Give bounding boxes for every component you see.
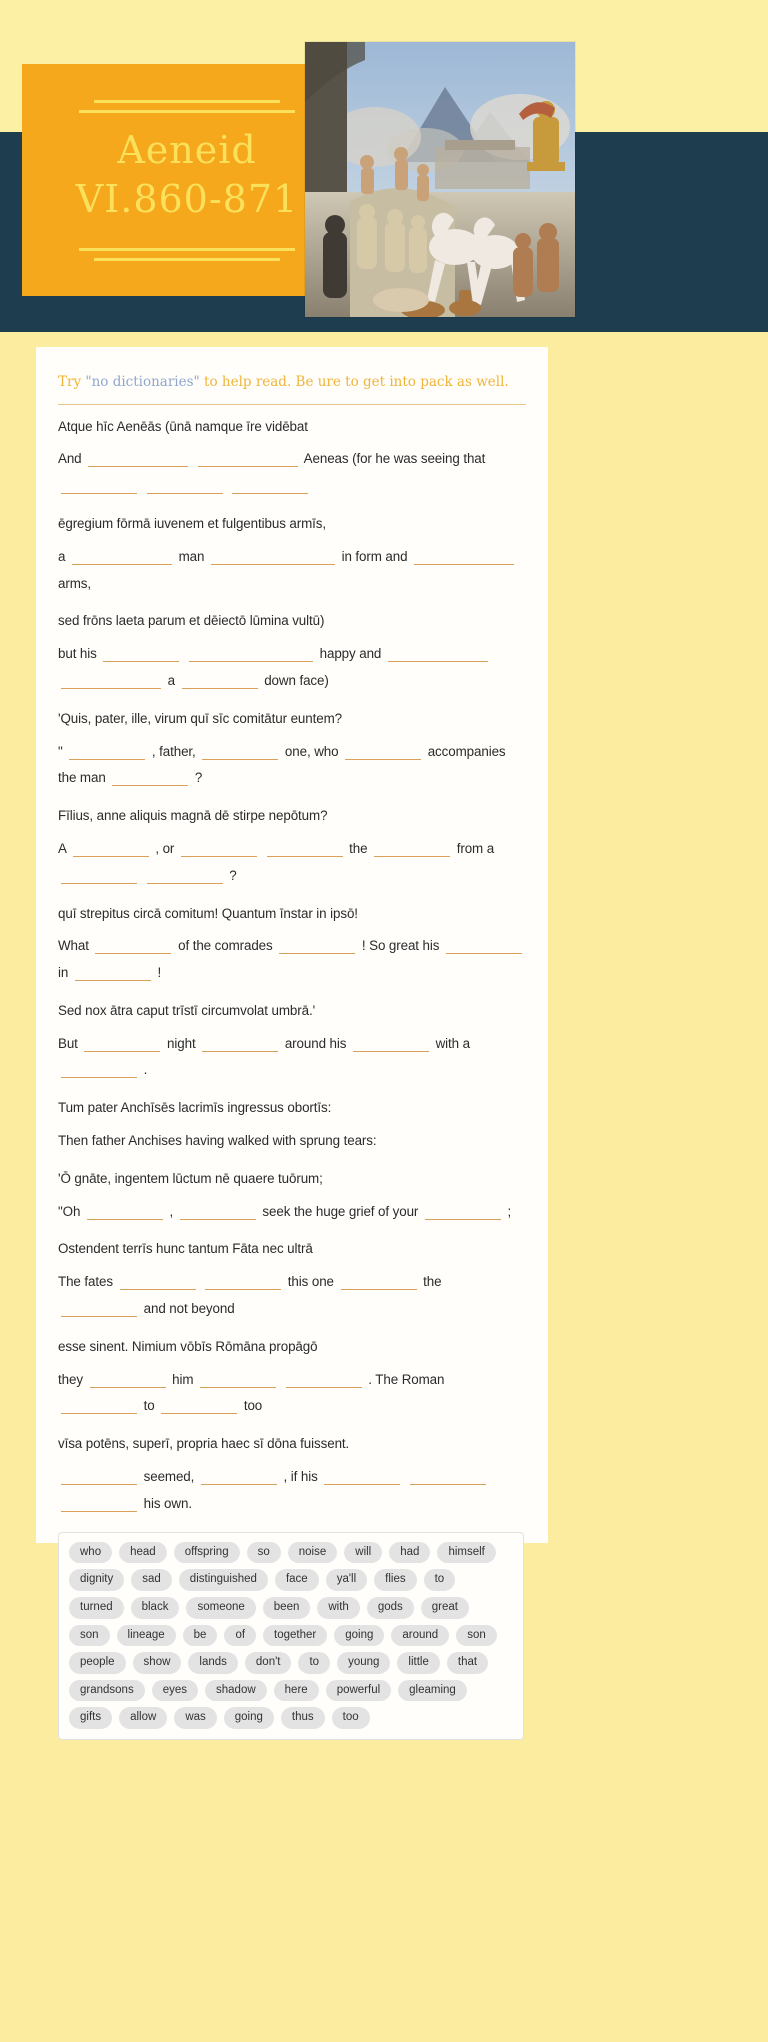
word-bank-chip[interactable]: face [275,1569,319,1591]
answer-blank[interactable] [388,647,488,662]
line-text: down face) [260,672,329,688]
line-text: But [58,1035,82,1051]
word-bank-chip[interactable]: flies [374,1569,416,1591]
answer-blank[interactable] [202,1037,278,1052]
english-answer-line [58,1199,526,1226]
line-text: , or [151,840,178,856]
line-text: the [419,1274,442,1290]
line-text: him [168,1371,198,1387]
instructions-part-1: Try [58,374,86,390]
line-text: the [345,840,372,856]
word-bank-chip[interactable]: head [119,1542,167,1564]
line-text: ! So great his [358,938,443,954]
word-bank-chip[interactable]: gods [367,1597,414,1619]
instructions-text [58,373,526,393]
word-bank-chip[interactable]: here [274,1680,319,1702]
word-bank-chip[interactable]: thus [281,1707,325,1729]
line-text: . [140,1062,148,1078]
word-bank-chip[interactable]: to [424,1569,456,1591]
english-answer-line [58,446,526,500]
line-text: happy and [316,646,385,662]
word-bank-chip[interactable]: offspring [174,1542,240,1564]
line-text [191,451,195,466]
line-text [403,1469,407,1484]
answer-blank[interactable] [88,452,188,467]
line-text: they [58,1371,87,1387]
answer-blank[interactable] [180,1205,256,1220]
divider [58,404,526,405]
answer-blank[interactable] [279,939,355,954]
word-bank-chip[interactable]: son [69,1625,110,1647]
line-text: Atque hīc Aenēās (ūnā namque īre vidēbat [58,418,308,434]
line-text: a [164,672,179,688]
answer-blank[interactable] [267,842,343,857]
line-text: of the comrades [174,938,277,954]
latin-line [58,1098,526,1119]
answer-blank[interactable] [345,745,421,760]
translation-lines [58,417,526,1518]
english-answer-line [58,1464,526,1518]
answer-blank[interactable] [211,550,335,565]
instructions-part-2: to help read. Be ure to get into pack as well. [199,374,509,390]
line-text: with a [431,1035,470,1051]
line-text: ? [225,867,237,883]
word-bank-chip[interactable]: going [334,1625,384,1647]
line-text: man [174,548,208,564]
line-text: sed frōns laeta parum et dēiectō lūmina vultū) [58,613,325,629]
decorative-rule [94,100,280,103]
word-bank-chip[interactable]: gleaming [398,1680,467,1702]
word-bank-chip[interactable]: had [389,1542,430,1564]
answer-blank[interactable] [120,1275,196,1290]
answer-blank[interactable] [84,1037,160,1052]
line-text [140,478,144,493]
decorative-rule [79,110,295,113]
answer-blank[interactable] [182,674,258,689]
english-answer-line [58,641,526,695]
line-text: And [58,451,86,467]
latin-line [58,1434,526,1455]
word-bank-chip[interactable]: son [456,1625,497,1647]
latin-line [58,1337,526,1358]
word-bank-chip[interactable]: with [317,1597,359,1619]
english-answer-line [58,933,526,987]
english-answer-line [58,544,526,598]
word-bank-chip[interactable]: powerful [326,1680,391,1702]
decorative-rule [94,258,280,261]
answer-blank[interactable] [90,1373,166,1388]
word-bank-chip[interactable]: was [174,1707,216,1729]
answer-blank[interactable] [73,842,149,857]
latin-line [58,417,526,438]
word-bank-chip[interactable]: distinguished [179,1569,268,1591]
word-bank-chip[interactable]: to [298,1652,330,1674]
answer-blank[interactable] [198,452,298,467]
line-text [199,1274,203,1289]
line-text: arms, [58,575,91,591]
english-answer-line [58,1367,526,1421]
answer-blank[interactable] [200,1373,276,1388]
line-text: Fīlius, anne aliquis magnā dē stirpe nepōtum? [58,808,328,824]
line-text [260,841,264,856]
word-bank-chip[interactable]: of [224,1625,256,1647]
title-rules-bottom [22,248,352,268]
word-bank-chip[interactable]: around [391,1625,449,1647]
line-text: from a [453,840,495,856]
line-text: Sed nox ātra caput trīstī circumvolat umbrā.' [58,1002,316,1018]
decorative-rule [79,248,295,251]
answer-blank[interactable] [61,869,137,884]
line-text: "Oh [58,1203,84,1219]
line-text: too [240,1398,263,1414]
word-bank-chip[interactable]: people [69,1652,126,1674]
instructions-quoted: "no dictionaries" [85,374,200,390]
page-title-line-2: VI.860-871 [75,176,299,221]
english-answer-line [58,739,526,793]
word-bank-chip[interactable]: be [183,1625,218,1647]
line-text: seek the huge grief of your [258,1203,422,1219]
word-bank-chip[interactable]: ya'll [326,1569,367,1591]
word-bank-chip[interactable]: so [247,1542,281,1564]
title-rules-top [22,100,352,120]
answer-blank[interactable] [446,939,522,954]
word-bank-chip[interactable]: grandsons [69,1680,145,1702]
answer-blank[interactable] [87,1205,163,1220]
page-title-line-1: Aeneid [117,128,257,172]
line-text: The fates [58,1274,117,1290]
word-bank-chip[interactable]: that [447,1652,488,1674]
line-text: quī strepitus circā comitum! Quantum īnstar in ipsō! [58,905,358,921]
answer-blank[interactable] [61,674,161,689]
line-text: around his [281,1035,350,1051]
word-bank-chip[interactable]: noise [288,1542,338,1564]
word-bank-chip[interactable]: black [131,1597,180,1619]
answer-blank[interactable] [61,1470,137,1485]
answer-blank[interactable] [374,842,450,857]
word-bank[interactable] [58,1532,524,1740]
word-bank-chip[interactable]: lands [188,1652,238,1674]
line-text: 'Ō gnāte, ingentem lūctum nē quaere tuōrum; [58,1170,323,1186]
roman-triumph-painting-icon [305,42,575,317]
line-text: Ostendent terrīs hunc tantum Fāta nec ultrā [58,1241,313,1257]
line-text: , father, [148,743,200,759]
latin-line [58,1001,526,1022]
word-bank-chip[interactable]: don't [245,1652,292,1674]
answer-blank[interactable] [69,745,145,760]
latin-line [58,611,526,632]
word-bank-chip[interactable]: who [69,1542,112,1564]
latin-line [58,709,526,730]
line-text: What [58,938,93,954]
word-bank-chip[interactable]: too [332,1707,370,1729]
word-bank-chip[interactable]: eyes [152,1680,198,1702]
answer-blank[interactable] [161,1399,237,1414]
answer-blank[interactable] [324,1470,400,1485]
latin-line [58,514,526,535]
latin-line [58,1239,526,1260]
answer-blank[interactable] [61,1399,137,1414]
english-answer-line [58,1128,526,1155]
answer-blank[interactable] [201,1470,277,1485]
line-text: Then father Anchises having walked with sprung tears: [58,1133,377,1149]
english-answer-line [58,1031,526,1085]
line-text: . The Roman [364,1371,445,1387]
word-bank-chip[interactable]: allow [119,1707,167,1729]
line-text: Tum pater Anchīsēs lacrimīs ingressus obortīs: [58,1100,332,1116]
line-text [140,868,144,883]
line-text: one, who [281,743,343,759]
line-text: this one [284,1274,338,1290]
line-text: a [58,548,69,564]
line-text: , [165,1203,177,1219]
line-text: accompanies the man [58,743,506,786]
line-text: and not beyond [140,1301,235,1317]
answer-blank[interactable] [61,1063,137,1078]
word-bank-chip[interactable]: together [263,1625,327,1647]
line-text: esse sinent. Nimium vōbīs Rōmāna propāgō [58,1338,318,1354]
answer-blank[interactable] [202,745,278,760]
line-text: 'Quis, pater, ille, virum quī sīc comitātur euntem? [58,710,342,726]
word-bank-chip[interactable]: sad [131,1569,172,1591]
word-bank-chip[interactable]: show [133,1652,182,1674]
answer-blank[interactable] [147,479,223,494]
answer-blank[interactable] [72,550,172,565]
word-bank-chip[interactable]: dignity [69,1569,124,1591]
word-bank-chip[interactable]: someone [186,1597,255,1619]
title-card [22,64,352,296]
line-text [182,646,186,661]
word-bank-chip[interactable]: little [397,1652,439,1674]
line-text: his own. [140,1495,192,1511]
latin-line [58,904,526,925]
answer-blank[interactable] [61,479,137,494]
answer-blank[interactable] [147,869,223,884]
answer-blank[interactable] [189,647,313,662]
latin-line [58,806,526,827]
line-text: to [140,1398,159,1414]
answer-blank[interactable] [112,771,188,786]
word-bank-chip[interactable]: shadow [205,1680,267,1702]
line-text: Aeneas (for he was seeing that [300,451,486,467]
answer-blank[interactable] [95,939,171,954]
answer-blank[interactable] [61,1497,137,1512]
answer-blank[interactable] [286,1373,362,1388]
line-text: in [58,965,72,981]
line-text: but his [58,646,101,662]
word-bank-chip[interactable]: will [344,1542,382,1564]
answer-blank[interactable] [232,479,308,494]
line-text [279,1372,283,1387]
answer-blank[interactable] [75,966,151,981]
line-text: in form and [337,548,412,564]
word-bank-chip[interactable]: been [263,1597,311,1619]
word-bank-chip[interactable]: great [421,1597,469,1619]
answer-blank[interactable] [425,1205,501,1220]
line-text [226,478,230,493]
answer-blank[interactable] [341,1275,417,1290]
answer-blank[interactable] [205,1275,281,1290]
line-text: ! [153,965,162,981]
latin-line [58,1169,526,1190]
line-text: A [58,840,70,856]
answer-blank[interactable] [61,1302,137,1317]
line-text: vīsa potēns, superī, propria haec sī dōna fuissent. [58,1436,350,1452]
word-bank-chip[interactable]: young [337,1652,390,1674]
line-text: ? [191,770,203,786]
answer-blank[interactable] [410,1470,486,1485]
line-text: " [58,743,67,759]
word-bank-chip[interactable]: turned [69,1597,124,1619]
hero-image [305,42,575,317]
english-answer-line [58,836,526,890]
word-bank-chip[interactable]: gifts [69,1707,112,1729]
answer-blank[interactable] [181,842,257,857]
worksheet-sheet [36,347,548,1724]
english-answer-line [58,1269,526,1323]
answer-blank[interactable] [353,1037,429,1052]
answer-blank[interactable] [414,550,514,565]
word-bank-chip[interactable]: lineage [117,1625,176,1647]
line-text: night [163,1035,200,1051]
word-bank-chip[interactable]: himself [437,1542,495,1564]
line-text: seemed, [140,1469,198,1484]
page-title [22,126,352,223]
answer-blank[interactable] [103,647,179,662]
word-bank-chip[interactable]: going [224,1707,274,1729]
line-text: ; [503,1203,512,1219]
line-text: , if his [279,1469,322,1484]
line-text: ēgregium fōrmā iuvenem et fulgentibus armīs, [58,515,327,531]
